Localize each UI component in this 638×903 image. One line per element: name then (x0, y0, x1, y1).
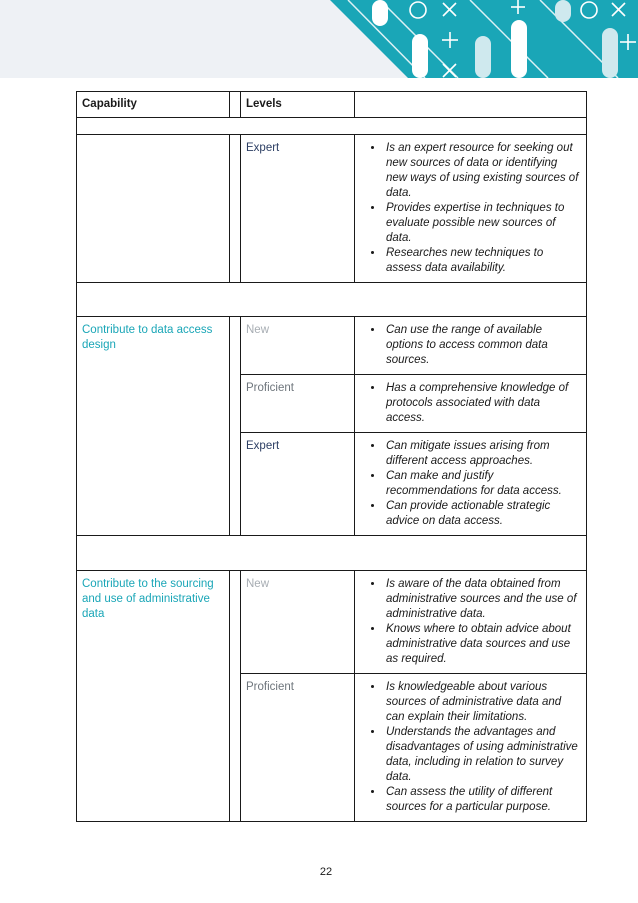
level-description (355, 674, 587, 822)
level-description (355, 317, 587, 375)
header-spacer-cell (230, 92, 241, 118)
section-gap-row (77, 283, 587, 317)
capability-cell (77, 135, 230, 283)
header-capability: Capability (77, 92, 230, 118)
capability-name: Contribute to the sourcing and use of administrative data (77, 571, 230, 822)
level-description (355, 375, 587, 433)
table-header-row (77, 92, 587, 118)
list-item: • Is an expert resource for seeking out new sources of data or identifying new ways of using existing sources of data. (384, 141, 581, 201)
level-description (355, 433, 587, 536)
list-item: • Understands the advantages and disadvantages of using administrative data, including in relation to survey data. (384, 725, 581, 785)
level-label: New (241, 317, 355, 375)
capability-name: Contribute to data access design (77, 317, 230, 536)
list-item: • Can use the range of available options to access common data sources. (384, 323, 581, 368)
list-item: • Is aware of the data obtained from administrative sources and the use of administrative data. (384, 577, 581, 622)
level-label: Expert (241, 433, 355, 536)
header-decoration (0, 0, 638, 78)
spacer-row (77, 118, 587, 135)
capability-table (76, 91, 587, 822)
level-label: Proficient (241, 375, 355, 433)
header-levels: Levels (241, 92, 355, 118)
list-item: • Provides expertise in techniques to evaluate possible new sources of data. (384, 201, 581, 246)
list-item: • Knows where to obtain advice about administrative data sources and use as required. (384, 622, 581, 667)
list-item: • Is knowledgeable about various sources of administrative data and can explain their limitations. (384, 680, 581, 725)
header-blank-cell (355, 92, 587, 118)
section-gap-row (77, 536, 587, 571)
level-description (355, 571, 587, 674)
level-label: Expert (241, 135, 355, 283)
table-row (77, 571, 587, 674)
list-item: • Researches new techniques to assess data availability. (384, 246, 581, 276)
list-item: • Can mitigate issues arising from different access approaches. (384, 439, 581, 469)
level-label: New (241, 571, 355, 674)
list-item: • Can provide actionable strategic advice on data access. (384, 499, 581, 529)
level-label: Proficient (241, 674, 355, 822)
table-row (77, 135, 587, 283)
table-row (77, 317, 587, 375)
list-item: • Has a comprehensive knowledge of protocols associated with data access. (384, 381, 581, 426)
page-number: 22 (319, 866, 333, 878)
list-item: • Can make and justify recommendations for data access. (384, 469, 581, 499)
list-item: • Can assess the utility of different sources for a particular purpose. (384, 785, 581, 815)
level-description (355, 135, 587, 283)
